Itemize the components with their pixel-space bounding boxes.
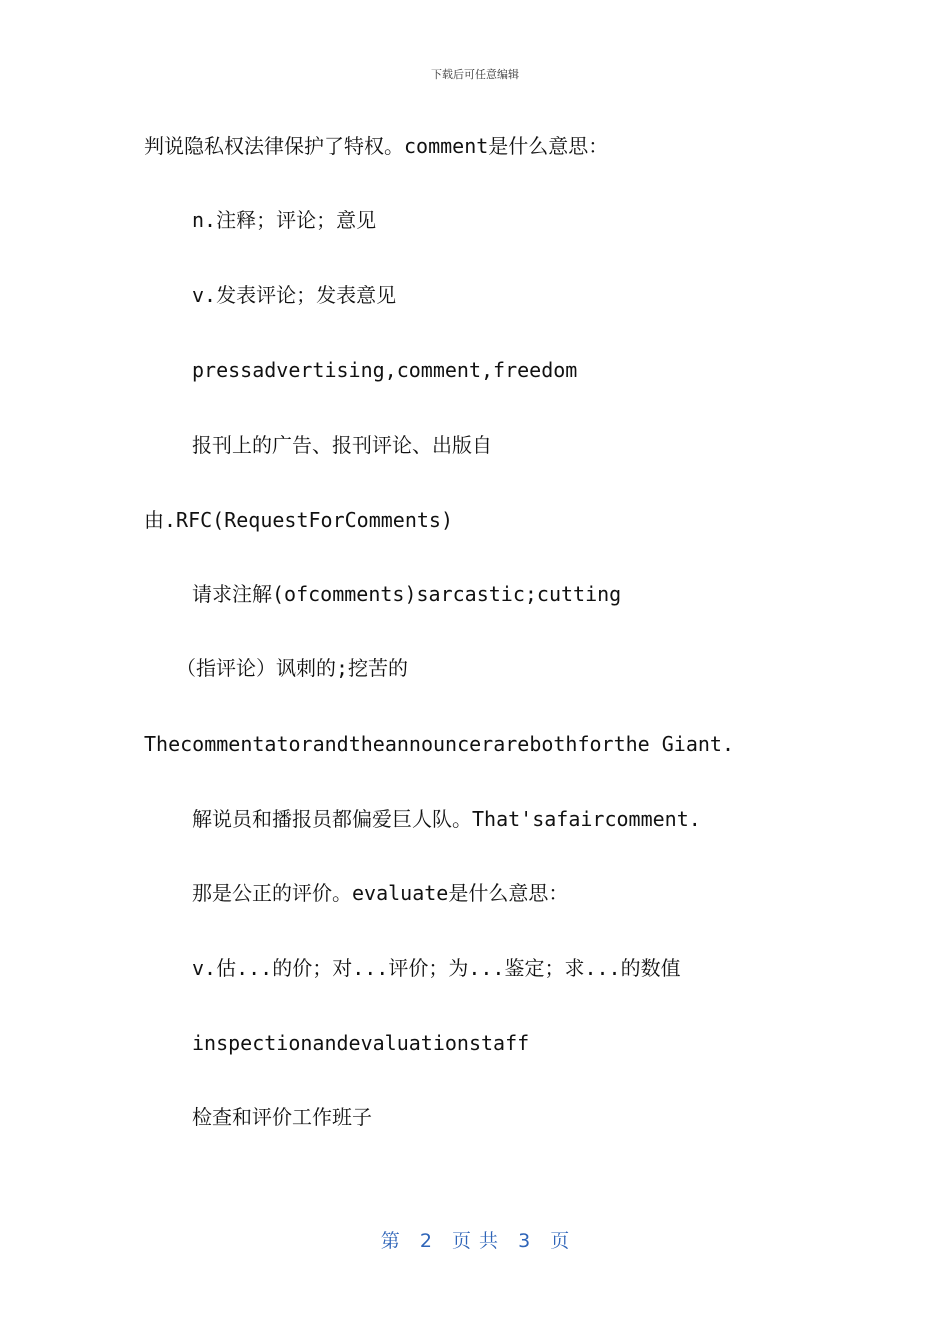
- text-line: 由.RFC(RequestForComments): [144, 508, 453, 532]
- text-line: inspectionandevaluationstaff: [192, 1031, 530, 1055]
- text-line: 那是公正的评价。evaluate是什么意思：: [192, 881, 569, 905]
- footer-middle: 页 共: [451, 1230, 499, 1252]
- text-line: 判说隐私权法律保护了特权。comment是什么意思：: [144, 134, 609, 158]
- text-line: 请求注解(ofcomments)sarcastic;cutting: [192, 582, 622, 606]
- text-line: v.发表评论；发表意见: [192, 283, 397, 307]
- footer-prefix: 第: [380, 1230, 400, 1252]
- text-line: 报刊上的广告、报刊评论、出版自: [192, 433, 492, 457]
- text-line: n.注释；评论；意见: [192, 208, 377, 232]
- text-line: 检查和评价工作班子: [192, 1105, 372, 1129]
- total-page-count: 3: [518, 1230, 531, 1252]
- text-line: 解说员和播报员都偏爱巨人队。That'safaircomment.: [192, 807, 701, 831]
- text-line: v.估...的价；对...评价；为...鉴定；求...的数值: [192, 956, 681, 980]
- text-line: Thecommentatorandtheannouncerarebothforthe Giant.: [144, 732, 735, 756]
- page-footer: [0, 1226, 950, 1253]
- text-line: pressadvertising,comment,freedom: [192, 358, 578, 382]
- current-page-number: 2: [419, 1230, 432, 1252]
- page-header: 下载后可任意编辑: [431, 68, 519, 81]
- text-line: （指评论）讽刺的;挖苦的: [176, 656, 409, 680]
- footer-suffix: 页: [550, 1230, 570, 1252]
